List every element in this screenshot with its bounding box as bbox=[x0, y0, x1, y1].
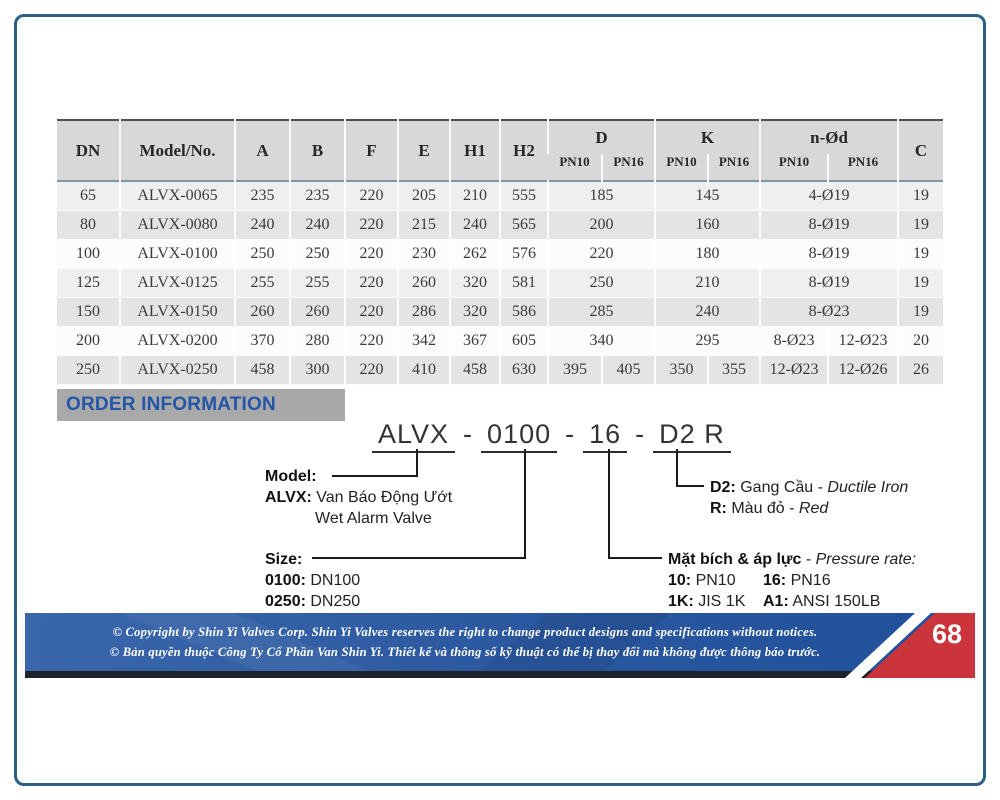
table-cell: 210 bbox=[655, 268, 760, 297]
table-cell: 581 bbox=[500, 268, 548, 297]
footer-dark-strip bbox=[25, 671, 975, 678]
table-cell: 205 bbox=[398, 181, 450, 210]
table-cell: 12-Ø26 bbox=[828, 355, 898, 384]
code-segment-pressure: 16 bbox=[583, 419, 627, 453]
material-annotation bbox=[710, 477, 908, 519]
model-label: Model: bbox=[265, 468, 317, 485]
table-cell: 555 bbox=[500, 181, 548, 210]
table-cell: 605 bbox=[500, 326, 548, 355]
dimensions-table bbox=[57, 119, 943, 385]
table-cell: 320 bbox=[450, 297, 500, 326]
table-row bbox=[57, 210, 943, 239]
table-cell: 160 bbox=[655, 210, 760, 239]
table-row bbox=[57, 355, 943, 384]
model-code-line bbox=[372, 419, 731, 453]
table-row bbox=[57, 326, 943, 355]
table-row bbox=[57, 268, 943, 297]
table-cell: 12-Ø23 bbox=[828, 326, 898, 355]
size-val-0250: DN250 bbox=[305, 593, 361, 610]
table-cell: 80 bbox=[57, 210, 120, 239]
leader-line-pressure-horizontal bbox=[608, 557, 662, 559]
table-cell: 395 bbox=[548, 355, 602, 384]
table-cell: 340 bbox=[548, 326, 655, 355]
table-cell: 230 bbox=[398, 239, 450, 268]
table-cell: 458 bbox=[450, 355, 500, 384]
table-cell: 220 bbox=[345, 210, 398, 239]
table-cell: 255 bbox=[290, 268, 345, 297]
table-cell: 355 bbox=[708, 355, 760, 384]
pressure-key-16: 16: bbox=[763, 572, 787, 589]
table-cell: 285 bbox=[548, 297, 655, 326]
table-cell: 100 bbox=[57, 239, 120, 268]
size-label: Size: bbox=[265, 551, 303, 568]
table-cell: 19 bbox=[898, 210, 943, 239]
table-cell: 240 bbox=[290, 210, 345, 239]
col-header-f: F bbox=[345, 120, 398, 181]
table-cell: 250 bbox=[290, 239, 345, 268]
table-cell: 125 bbox=[57, 268, 120, 297]
table-cell: 240 bbox=[235, 210, 290, 239]
table-cell: 370 bbox=[235, 326, 290, 355]
pressure-key-a1: A1: bbox=[763, 593, 789, 610]
copyright-text bbox=[65, 622, 865, 662]
code-separator: - bbox=[565, 419, 576, 449]
table-cell: 367 bbox=[450, 326, 500, 355]
material-key-d2: D2: bbox=[710, 479, 736, 496]
table-cell: 185 bbox=[548, 181, 655, 210]
table-cell: 250 bbox=[548, 268, 655, 297]
leader-line-material-horizontal bbox=[676, 485, 704, 487]
table-cell: 220 bbox=[345, 268, 398, 297]
table-cell: 8-Ø23 bbox=[760, 326, 828, 355]
pressure-label-vi: Mặt bích & áp lực bbox=[668, 551, 802, 568]
table-cell: 260 bbox=[235, 297, 290, 326]
table-cell: 295 bbox=[655, 326, 760, 355]
table-cell: 342 bbox=[398, 326, 450, 355]
pressure-annotation bbox=[668, 549, 916, 612]
table-cell: 8-Ø19 bbox=[760, 210, 898, 239]
pressure-label-sep: - bbox=[801, 551, 816, 568]
table-cell: 240 bbox=[450, 210, 500, 239]
table-cell: 576 bbox=[500, 239, 548, 268]
table-cell: 235 bbox=[235, 181, 290, 210]
material-en-r: Red bbox=[798, 500, 829, 517]
pressure-key-10: 10: bbox=[668, 572, 692, 589]
code-separator: - bbox=[635, 419, 646, 449]
pressure-val-10: PN10 bbox=[691, 572, 736, 589]
table-cell: 220 bbox=[548, 239, 655, 268]
table-cell: 586 bbox=[500, 297, 548, 326]
material-text-r: Màu đỏ - bbox=[726, 500, 799, 517]
table-cell: ALVX-0080 bbox=[120, 210, 235, 239]
table-cell: 405 bbox=[602, 355, 655, 384]
model-key: ALVX: bbox=[265, 489, 312, 506]
table-row bbox=[57, 297, 943, 326]
subcol-nod-pn16: PN16 bbox=[828, 154, 898, 181]
col-header-c: C bbox=[898, 120, 943, 181]
table-cell: 240 bbox=[655, 297, 760, 326]
table-cell: 630 bbox=[500, 355, 548, 384]
col-header-a: A bbox=[235, 120, 290, 181]
model-name-en: Wet Alarm Valve bbox=[315, 510, 432, 527]
table-cell: ALVX-0250 bbox=[120, 355, 235, 384]
col-group-d: D bbox=[548, 120, 655, 154]
copyright-line-vi: © Bản quyền thuộc Công Ty Cổ Phần Van Shin Yi. Thiết kế và thông số kỹ thuật có thể bị thay đổi mà không được thông báo trước. bbox=[109, 645, 821, 660]
table-cell: 260 bbox=[290, 297, 345, 326]
col-header-e: E bbox=[398, 120, 450, 181]
table-cell: 200 bbox=[548, 210, 655, 239]
model-name-vi: Van Báo Động Ướt bbox=[311, 489, 453, 506]
footer-band bbox=[25, 613, 975, 678]
table-cell: 255 bbox=[235, 268, 290, 297]
table-cell: 19 bbox=[898, 297, 943, 326]
code-segment-model: ALVX bbox=[372, 419, 455, 453]
leader-line-material-vertical bbox=[676, 449, 678, 487]
table-cell: 12-Ø23 bbox=[760, 355, 828, 384]
table-cell: 200 bbox=[57, 326, 120, 355]
size-key-0100: 0100: bbox=[265, 572, 306, 589]
table-cell: 8-Ø23 bbox=[760, 297, 898, 326]
code-segment-size: 0100 bbox=[481, 419, 557, 453]
size-val-0100: DN100 bbox=[305, 572, 361, 589]
col-group-nod: n-Ød bbox=[760, 120, 898, 154]
table-cell: 286 bbox=[398, 297, 450, 326]
table-cell: 210 bbox=[450, 181, 500, 210]
table-cell: ALVX-0150 bbox=[120, 297, 235, 326]
subcol-k-pn16: PN16 bbox=[708, 154, 760, 181]
table-cell: 458 bbox=[235, 355, 290, 384]
table-cell: 4-Ø19 bbox=[760, 181, 898, 210]
table-cell: 410 bbox=[398, 355, 450, 384]
subcol-d-pn10: PN10 bbox=[548, 154, 602, 181]
table-cell: 220 bbox=[345, 239, 398, 268]
pressure-key-1k: 1K: bbox=[668, 593, 694, 610]
subcol-k-pn10: PN10 bbox=[655, 154, 708, 181]
table-cell: 250 bbox=[235, 239, 290, 268]
table-cell: 19 bbox=[898, 239, 943, 268]
col-group-k: K bbox=[655, 120, 760, 154]
table-cell: 320 bbox=[450, 268, 500, 297]
subcol-nod-pn10: PN10 bbox=[760, 154, 828, 181]
code-segment-material: D2 R bbox=[653, 419, 731, 453]
leader-line-pressure-vertical bbox=[608, 449, 610, 559]
table-cell: 235 bbox=[290, 181, 345, 210]
table-cell: ALVX-0100 bbox=[120, 239, 235, 268]
table-cell: 262 bbox=[450, 239, 500, 268]
table-cell: 220 bbox=[345, 297, 398, 326]
table-cell: 65 bbox=[57, 181, 120, 210]
table-cell: 220 bbox=[345, 181, 398, 210]
copyright-line-en: © Copyright by Shin Yi Valves Corp. Shin Yi Valves reserves the right to change product designs and specifications without notices. bbox=[112, 625, 818, 639]
table-cell: ALVX-0125 bbox=[120, 268, 235, 297]
table-cell: 565 bbox=[500, 210, 548, 239]
page-number: 68 bbox=[931, 619, 962, 649]
col-header-model: Model/No. bbox=[120, 120, 235, 181]
table-cell: 180 bbox=[655, 239, 760, 268]
col-header-dn: DN bbox=[57, 120, 120, 181]
table-cell: 19 bbox=[898, 181, 943, 210]
table-cell: 260 bbox=[398, 268, 450, 297]
table-cell: 215 bbox=[398, 210, 450, 239]
table-cell: 20 bbox=[898, 326, 943, 355]
leader-line-size-vertical bbox=[524, 449, 526, 559]
size-annotation bbox=[265, 549, 360, 612]
table-header-row bbox=[57, 120, 943, 154]
table-cell: 145 bbox=[655, 181, 760, 210]
table-cell: 8-Ø19 bbox=[760, 239, 898, 268]
table-cell: 150 bbox=[57, 297, 120, 326]
table-cell: 220 bbox=[345, 355, 398, 384]
table-cell: 280 bbox=[290, 326, 345, 355]
table-cell: 19 bbox=[898, 268, 943, 297]
pressure-val-1k: JIS 1K bbox=[693, 593, 746, 610]
table-cell: 250 bbox=[57, 355, 120, 384]
col-header-b: B bbox=[290, 120, 345, 181]
order-information-heading: ORDER INFORMATION bbox=[57, 389, 345, 421]
table-cell: ALVX-0065 bbox=[120, 181, 235, 210]
model-annotation bbox=[265, 466, 452, 529]
code-separator: - bbox=[463, 419, 474, 449]
subcol-d-pn16: PN16 bbox=[602, 154, 655, 181]
size-key-0250: 0250: bbox=[265, 593, 306, 610]
table-cell: 8-Ø19 bbox=[760, 268, 898, 297]
table-cell: 26 bbox=[898, 355, 943, 384]
col-header-h2: H2 bbox=[500, 120, 548, 181]
material-key-r: R: bbox=[710, 500, 727, 517]
table-row bbox=[57, 239, 943, 268]
table-cell: 220 bbox=[345, 326, 398, 355]
dimensions-table-wrap bbox=[57, 119, 943, 385]
table-cell: 350 bbox=[655, 355, 708, 384]
table-cell: 300 bbox=[290, 355, 345, 384]
col-header-h1: H1 bbox=[450, 120, 500, 181]
table-cell: ALVX-0200 bbox=[120, 326, 235, 355]
material-en-d2: Ductile Iron bbox=[827, 479, 909, 496]
table-row bbox=[57, 181, 943, 210]
pressure-val-a1: ANSI 150LB bbox=[788, 593, 881, 610]
material-text-d2: Gang Cầu - bbox=[735, 479, 828, 496]
pressure-label-en: Pressure rate: bbox=[815, 551, 917, 568]
pressure-val-16: PN16 bbox=[786, 572, 831, 589]
